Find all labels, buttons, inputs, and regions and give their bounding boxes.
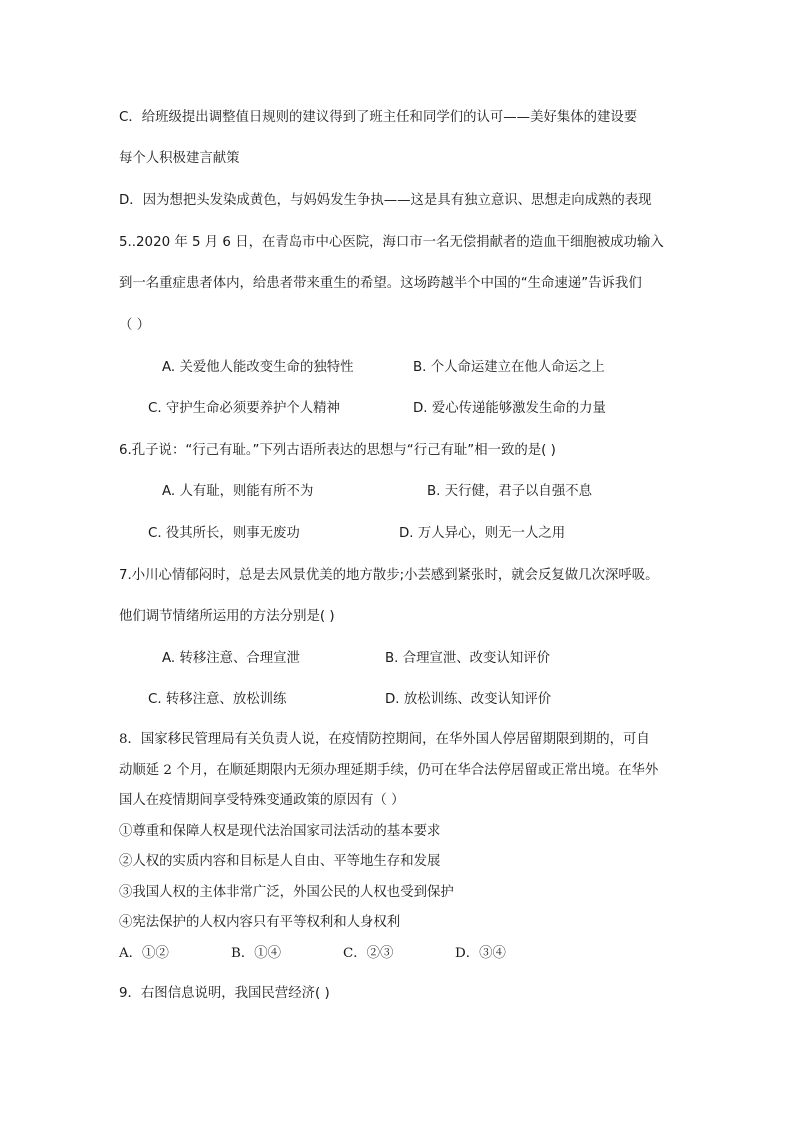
q6-stem: 6.孔子说：“行己有耻。”下列古语所表达的思想与“行己有耻”相一致的是( ) [119,443,556,458]
q8-option-c[interactable]: C．②③ [343,946,394,961]
q8-item-4: ④宪法保护的人权内容只有平等权利和人身权利 [119,915,401,930]
q7-option-a[interactable]: A. 转移注意、合理宣泄 [162,651,300,666]
q8-option-d[interactable]: D．③④ [455,946,506,961]
q5-option-c[interactable]: C. 守护生命必须要养护个人精神 [148,401,340,416]
q7-option-b[interactable]: B. 合理宣泄、改变认知评价 [385,651,550,666]
q6-option-a[interactable]: A. 人有耻，则能有所不为 [162,484,314,499]
q8-stem-line1: 8．国家移民管理局有关负责人说，在疫情防控期间，在华外国人停居留期限到期的，可自 [119,732,650,747]
q7-stem-line1: 7.小川心情郁闷时，总是去风景优美的地方散步;小芸感到紧张时，就会反复做几次深呼吸。 [119,568,659,583]
q8-option-b[interactable]: B．①④ [231,946,282,961]
q5-stem-line1: 5..2020 年 5 月 6 日，在青岛市中心医院，海口市一名无偿捐献者的造血干细胞被成功输入 [119,235,664,250]
q5-option-b[interactable]: B. 个人命运建立在他人命运之上 [413,360,605,375]
q9-stem: 9．右图信息说明，我国民营经济( ) [119,986,330,1001]
q6-option-b[interactable]: B. 天行健，君子以自强不息 [427,484,592,499]
q8-item-1: ①尊重和保障人权是现代法治国家司法活动的基本要求 [119,824,441,839]
q5-option-a[interactable]: A. 关爱他人能改变生命的独特性 [162,360,354,375]
q8-stem-line2: 动顺延 2 个月，在顺延期限内无须办理延期手续，仍可在华合法停居留或正常出境。在华外 [119,763,659,778]
q5-stem-line3: （ ） [119,318,151,333]
q8-item-2: ②人权的实质内容和目标是人自由、平等地生存和发展 [119,854,441,869]
q8-item-3: ③我国人权的主体非常广泛，外国公民的人权也受到保护 [119,885,454,900]
q8-option-a[interactable]: A．①② [119,946,169,961]
q6-option-d[interactable]: D. 万人异心，则无一人之用 [399,526,566,541]
q5-stem-line2: 到一名重症患者体内，给患者带来重生的希望。这场跨越半个中国的“生命速递”告诉我们 [119,276,642,291]
q5-option-d[interactable]: D. 爱心传递能够激发生命的力量 [413,401,606,416]
q7-stem-line2: 他们调节情绪所运用的方法分别是( ) [119,609,335,624]
q7-option-c[interactable]: C. 转移注意、放松训练 [148,692,287,707]
q4-option-d: D．因为想把头发染成黄色，与妈妈发生争执——这是具有独立意识、思想走向成熟的表现 [119,193,652,208]
q4-option-c-line2: 每个人积极建言献策 [119,151,240,166]
q6-option-c[interactable]: C. 役其所长，则事无废功 [148,526,300,541]
q8-stem-line3: 国人在疫情期间享受特殊变通政策的原因有（ ） [119,793,405,808]
q4-option-c-line1: C．给班级提出调整值日规则的建议得到了班主任和同学们的认可——美好集体的建设要 [119,110,638,125]
q7-option-d[interactable]: D. 放松训练、改变认知评价 [385,692,552,707]
